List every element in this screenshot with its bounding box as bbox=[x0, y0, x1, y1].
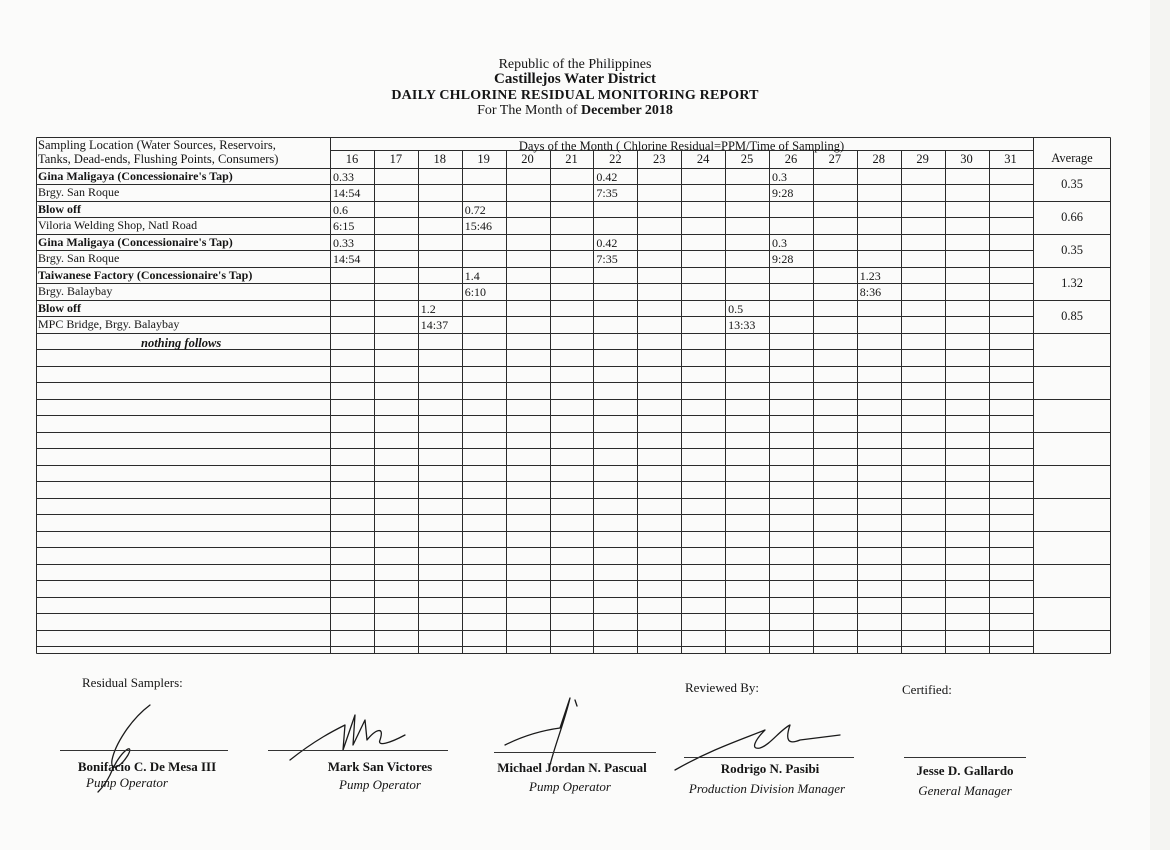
monitoring-table bbox=[36, 137, 1111, 654]
reading-time: 13:33 bbox=[728, 318, 756, 332]
reading-ppm: 0.5 bbox=[728, 302, 744, 316]
reading-time: 14:54 bbox=[333, 252, 361, 266]
reading-time: 7:35 bbox=[596, 186, 618, 200]
signer-position-2: Pump Operator bbox=[339, 777, 421, 792]
reading-time: 14:54 bbox=[333, 186, 361, 200]
signer-name-1: Bonifacio C. De Mesa III bbox=[77, 759, 217, 774]
signer-name-5: Jesse D. Gallardo bbox=[916, 763, 1014, 778]
signature-line-4 bbox=[684, 757, 854, 758]
signature-mark-3 bbox=[495, 690, 605, 770]
signer-name-4: Rodrigo N. Pasibi bbox=[720, 761, 820, 776]
row-average: 0.66 bbox=[1061, 210, 1083, 224]
reviewed-by-label: Reviewed By: bbox=[685, 680, 760, 695]
day-header: 20 bbox=[521, 152, 534, 166]
location-title: Blow off bbox=[38, 202, 81, 216]
average-header: Average bbox=[1051, 151, 1093, 165]
nothing-follows-note: nothing follows bbox=[141, 336, 222, 350]
signature-line-1 bbox=[60, 750, 228, 751]
reading-ppm: 0.42 bbox=[596, 236, 618, 250]
day-header: 27 bbox=[828, 152, 842, 166]
signer-position-3: Pump Operator bbox=[529, 779, 611, 794]
republic-heading: Republic of the Philippines bbox=[498, 57, 652, 72]
location-title: Blow off bbox=[38, 301, 81, 315]
table-grid-lines bbox=[36, 137, 1111, 654]
reading-ppm: 0.33 bbox=[333, 236, 354, 250]
day-header: 18 bbox=[433, 152, 446, 166]
signer-position-5: General Manager bbox=[918, 783, 1012, 798]
day-header: 29 bbox=[916, 152, 929, 166]
day-header: 19 bbox=[477, 152, 490, 166]
day-header: 30 bbox=[960, 152, 973, 166]
location-title: Gina Maligaya (Concessionaire's Tap) bbox=[38, 235, 233, 249]
row-average: 1.32 bbox=[1061, 276, 1083, 290]
report-title: DAILY CHLORINE RESIDUAL MONITORING REPORT bbox=[391, 88, 759, 103]
reading-time: 9:28 bbox=[772, 186, 794, 200]
samplers-label: Residual Samplers: bbox=[82, 675, 183, 690]
reading-ppm: 0.3 bbox=[772, 170, 787, 184]
reading-time: 6:15 bbox=[333, 219, 355, 233]
report-month bbox=[0, 104, 1150, 118]
day-header: 31 bbox=[1004, 152, 1017, 166]
location-subtitle: Brgy. San Roque bbox=[38, 185, 120, 199]
row-average: 0.85 bbox=[1061, 309, 1083, 323]
reading-time: 7:35 bbox=[596, 252, 618, 266]
month-value: December 2018 bbox=[581, 103, 673, 118]
signer-position-4: Production Division Manager bbox=[688, 781, 846, 796]
row-average: 0.35 bbox=[1061, 243, 1083, 257]
day-header: 26 bbox=[784, 152, 798, 166]
day-header: 24 bbox=[696, 152, 710, 166]
location-subtitle: Brgy. Balaybay bbox=[38, 284, 113, 298]
reading-ppm: 0.6 bbox=[333, 203, 348, 217]
reading-ppm: 1.23 bbox=[859, 269, 881, 283]
reading-time: 15:46 bbox=[464, 219, 493, 233]
reading-ppm: 1.4 bbox=[464, 269, 480, 283]
day-header: 21 bbox=[565, 152, 578, 166]
signer-name-2: Mark San Victores bbox=[327, 759, 433, 774]
row-average: 0.35 bbox=[1061, 177, 1083, 191]
location-subtitle: Brgy. San Roque bbox=[38, 251, 120, 265]
day-header: 25 bbox=[740, 152, 754, 166]
location-subtitle: Viloria Welding Shop, Natl Road bbox=[38, 218, 198, 232]
location-subtitle: MPC Bridge, Brgy. Balaybay bbox=[38, 317, 180, 331]
district-name: Castillejos Water District bbox=[494, 71, 656, 87]
reading-ppm: 0.72 bbox=[464, 203, 486, 217]
location-title: Taiwanese Factory (Concessionaire's Tap) bbox=[38, 268, 253, 282]
month-prefix: For The Month of bbox=[477, 103, 578, 118]
signature-line-2 bbox=[268, 750, 448, 751]
day-header: 22 bbox=[609, 152, 622, 166]
signature-mark-2 bbox=[285, 695, 415, 765]
signature-line-5 bbox=[904, 757, 1026, 758]
reading-ppm: 0.33 bbox=[333, 170, 354, 184]
day-header: 17 bbox=[389, 152, 403, 166]
reading-ppm: 1.2 bbox=[420, 302, 436, 316]
signer-name-3: Michael Jordan N. Pascual bbox=[497, 760, 647, 775]
reading-time: 8:36 bbox=[859, 285, 882, 299]
reading-time: 14:37 bbox=[420, 318, 449, 332]
day-header: 23 bbox=[652, 152, 666, 166]
signer-position-1: Pump Operator bbox=[86, 775, 168, 790]
day-header: 16 bbox=[345, 152, 359, 166]
day-header: 28 bbox=[872, 152, 885, 166]
reading-ppm: 0.42 bbox=[596, 170, 618, 184]
reading-time: 9:28 bbox=[772, 252, 794, 266]
location-header-line1: Sampling Location (Water Sources, Reservoirs, bbox=[38, 138, 276, 152]
certified-label: Certified: bbox=[902, 682, 952, 697]
signature-line-3 bbox=[494, 752, 656, 753]
location-header-line2: Tanks, Dead-ends, Flushing Points, Consumers) bbox=[38, 152, 279, 166]
days-header: Days of the Month ( Chlorine Residual=PPM/Time of Sampling) bbox=[518, 139, 845, 153]
reading-ppm: 0.3 bbox=[772, 236, 787, 250]
reading-time: 6:10 bbox=[464, 285, 487, 299]
location-title: Gina Maligaya (Concessionaire's Tap) bbox=[38, 169, 233, 183]
